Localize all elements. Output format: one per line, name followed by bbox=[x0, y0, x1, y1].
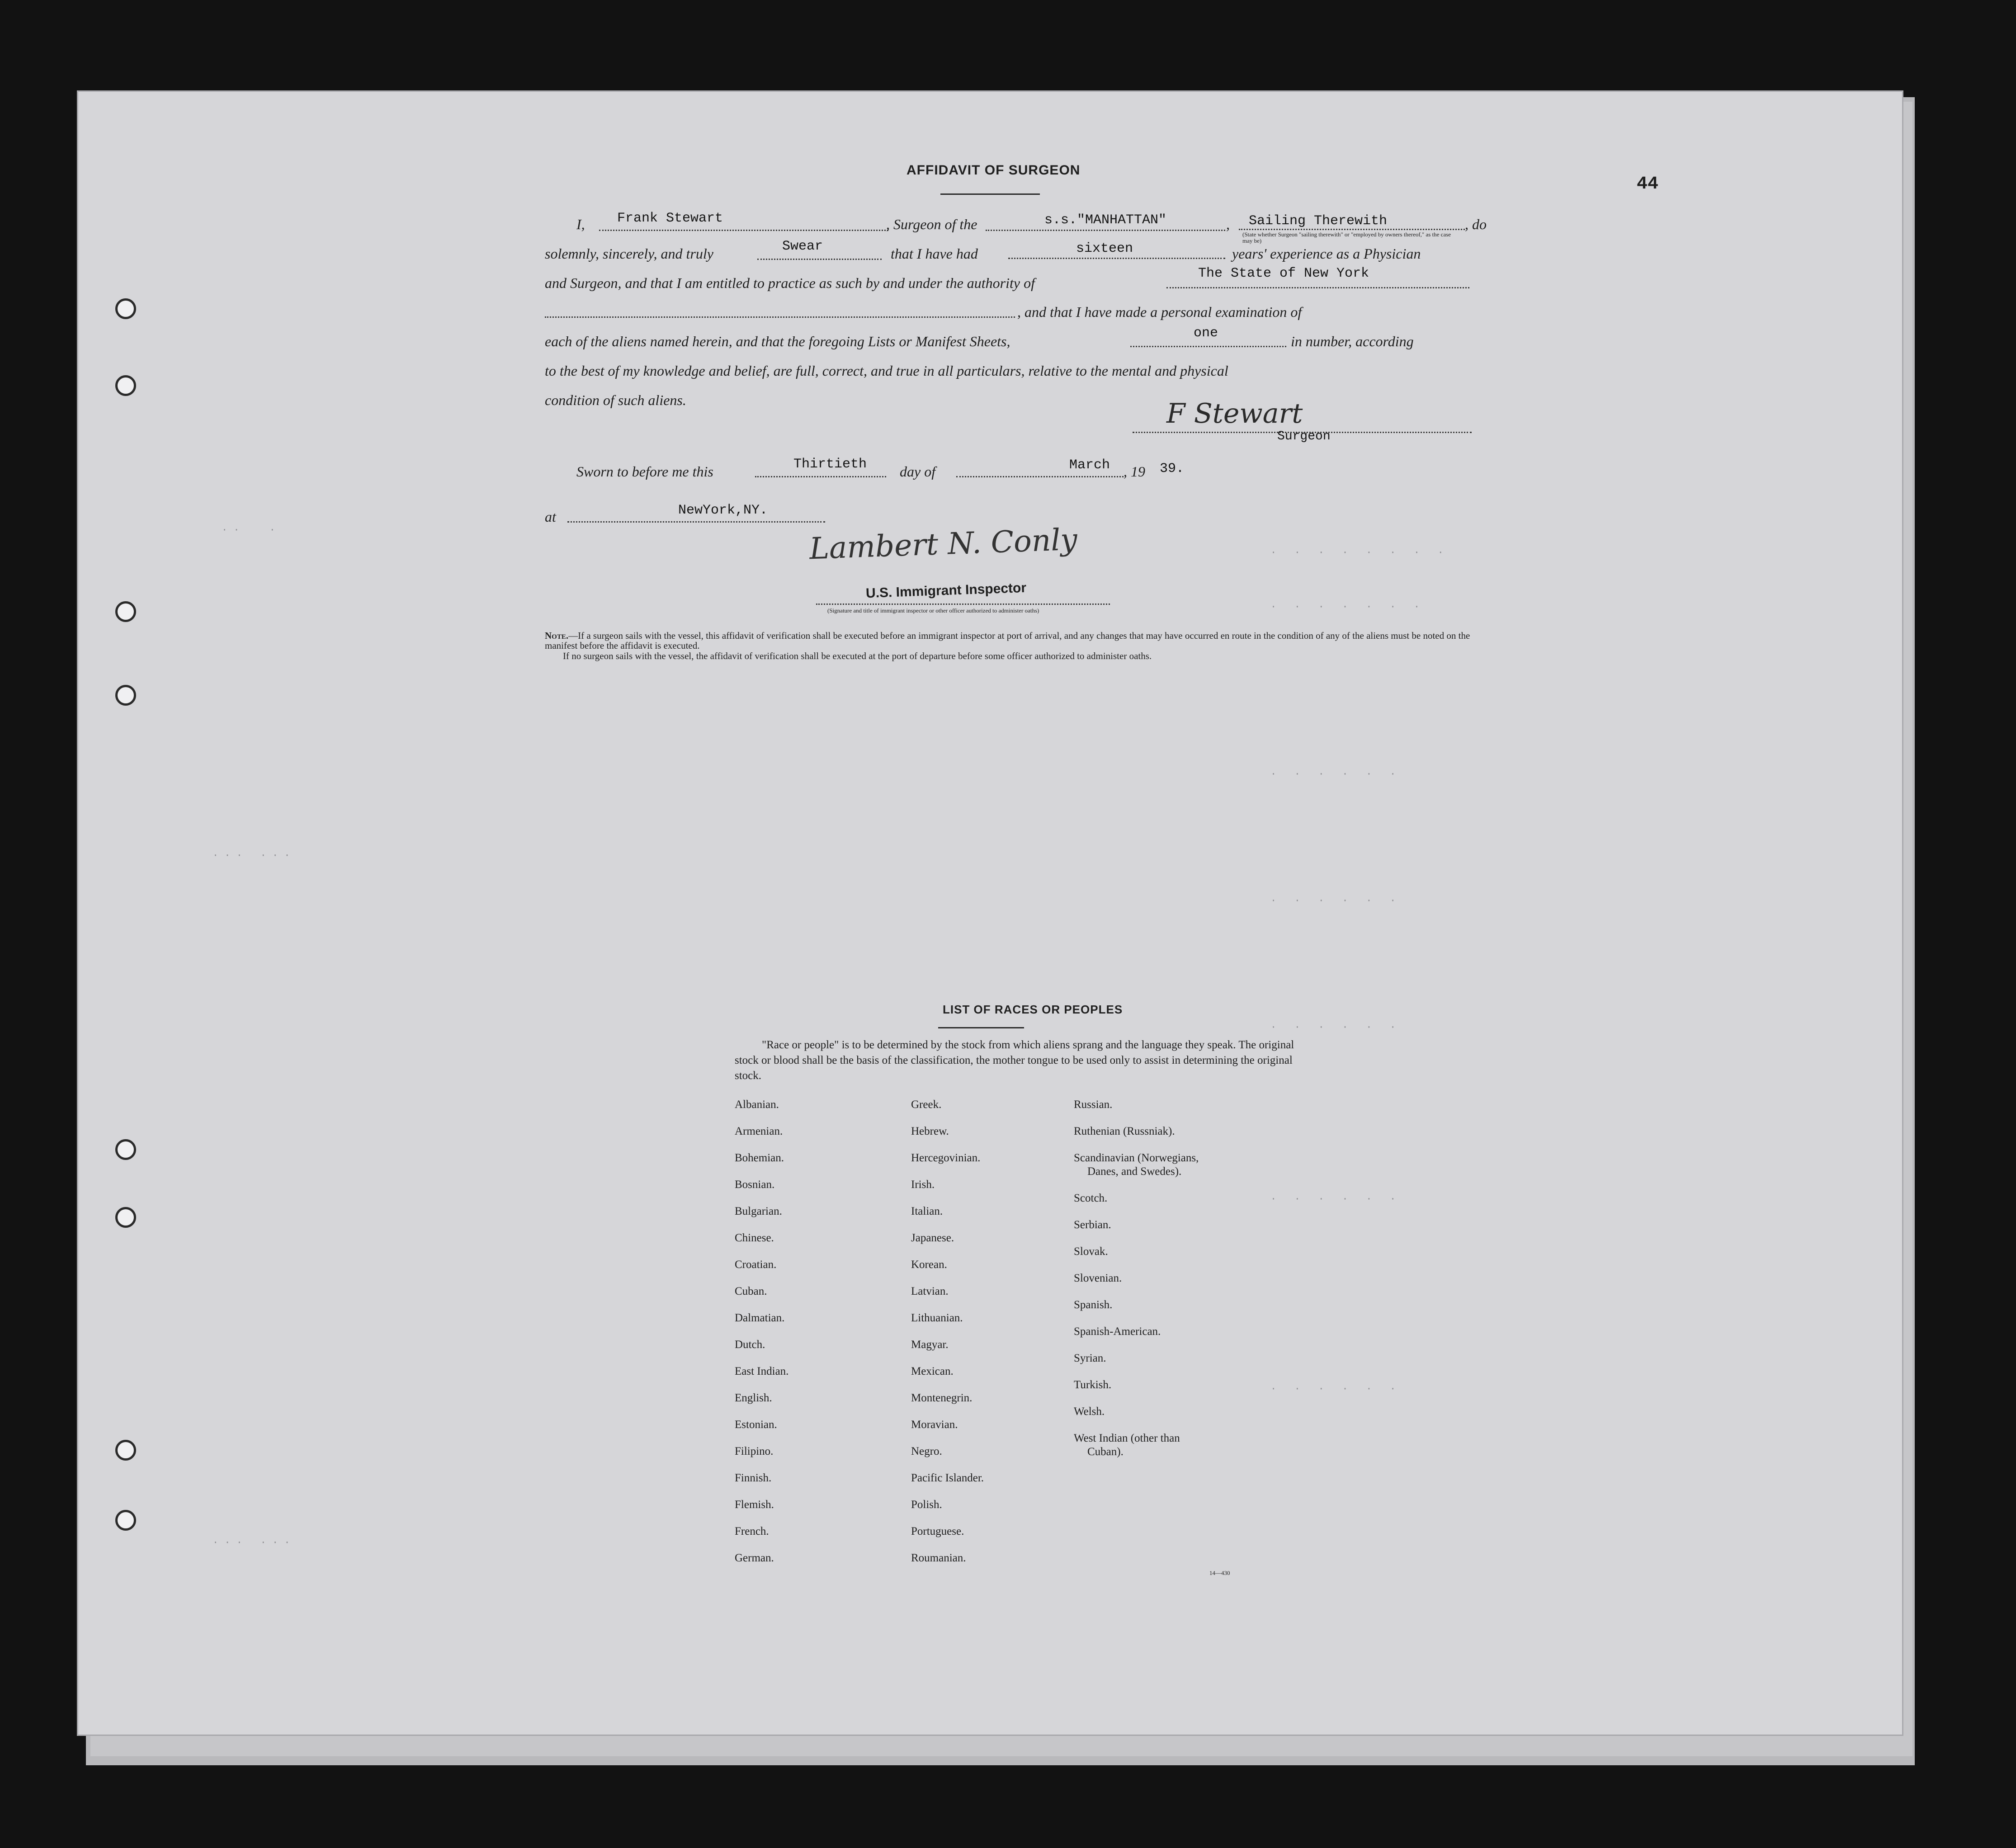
bleed-through-text: · · · · · · bbox=[212, 1537, 290, 1548]
race-item: Chinese. bbox=[735, 1232, 774, 1244]
surgeon-relation: Sailing Therewith bbox=[1249, 213, 1388, 229]
bleed-through-text: · · · · · · bbox=[212, 850, 290, 861]
signature-line bbox=[816, 603, 1110, 605]
binder-hole bbox=[115, 298, 136, 319]
inspector-title: U.S. Immigrant Inspector bbox=[865, 580, 1027, 601]
race-item: Bohemian. bbox=[735, 1152, 784, 1164]
blank-line bbox=[567, 521, 825, 523]
bleed-through-text: · · · · · · bbox=[1270, 1022, 1396, 1033]
blank-line bbox=[1239, 229, 1465, 230]
race-item: East Indian. bbox=[735, 1365, 789, 1377]
race-item: Slovak. bbox=[1074, 1245, 1108, 1258]
races-column-1 bbox=[735, 1098, 788, 1579]
race-item: French. bbox=[735, 1525, 769, 1537]
race-item: Slovenian. bbox=[1074, 1272, 1122, 1284]
surgeon-label: Surgeon bbox=[1277, 429, 1331, 443]
inspector-signature: Lambert N. Conly bbox=[808, 522, 1078, 566]
race-item: Spanish-American. bbox=[1074, 1325, 1161, 1338]
race-item: Dutch. bbox=[735, 1339, 765, 1351]
bleed-through-text: · · · · · · bbox=[1270, 768, 1396, 780]
race-item: Portuguese. bbox=[911, 1525, 964, 1537]
race-item: Lithuanian. bbox=[911, 1312, 963, 1324]
blank-line bbox=[1130, 346, 1286, 347]
blank-line bbox=[1166, 287, 1469, 288]
blank-line bbox=[757, 259, 882, 260]
race-item: Italian. bbox=[911, 1205, 943, 1217]
race-item: Irish. bbox=[911, 1179, 935, 1191]
sheet-count: one bbox=[1194, 325, 1218, 341]
affidavit-text: years' experience as a Physician bbox=[1232, 245, 1421, 262]
affidavit-text: day of bbox=[900, 463, 936, 480]
race-item: English. bbox=[735, 1392, 772, 1404]
affidavit-text: to the best of my knowledge and belief, are full, correct, and true in all particulars, relative to the mental and physical bbox=[545, 363, 1228, 379]
blank-line bbox=[1008, 258, 1225, 259]
surgeon-signature: F Stewart bbox=[1166, 398, 1303, 429]
races-intro: "Race or people" is to be determined by the stock from which aliens sprang and the language they speak. The original stock or blood shall be the basis of the classification, the mother tongue to be used only to assist in determining the original stock. bbox=[735, 1039, 1294, 1082]
race-item: Serbian. bbox=[1074, 1219, 1111, 1231]
affidavit-text: solemnly, sincerely, and truly bbox=[545, 245, 713, 262]
affidavit-text: , and that I have made a personal examination of bbox=[1017, 304, 1302, 320]
race-item: Ruthenian (Russniak). bbox=[1074, 1125, 1175, 1137]
race-item: Hebrew. bbox=[911, 1125, 949, 1137]
sworn-month: March bbox=[1069, 457, 1110, 473]
licensing-authority: The State of New York bbox=[1198, 266, 1369, 281]
page-number: 44 bbox=[1637, 174, 1659, 194]
race-item: Bosnian. bbox=[735, 1179, 775, 1191]
affidavit-title: AFFIDAVIT OF SURGEON bbox=[906, 163, 1081, 178]
races-column-3 bbox=[1074, 1098, 1199, 1472]
race-item: Roumanian. bbox=[911, 1552, 966, 1564]
races-title-underline bbox=[938, 1027, 1024, 1028]
race-item: Flemish. bbox=[735, 1499, 774, 1511]
bleed-through-text: · · · · · · bbox=[1270, 895, 1396, 906]
race-item: Finnish. bbox=[735, 1472, 772, 1484]
blank-line bbox=[956, 476, 1124, 477]
affidavit-text: that I have had bbox=[891, 245, 978, 262]
race-item: German. bbox=[735, 1552, 774, 1564]
vessel-name: s.s."MANHATTAN" bbox=[1044, 212, 1167, 228]
race-item: Latvian. bbox=[911, 1285, 949, 1297]
title-underline bbox=[940, 193, 1040, 195]
binder-hole bbox=[115, 1440, 136, 1461]
relation-note: (State whether Surgeon "sailing therewith" or "employed by owners thereof," as the case may be) bbox=[1242, 231, 1451, 244]
race-item: Bulgarian. bbox=[735, 1205, 782, 1217]
blank-line bbox=[599, 230, 888, 231]
race-item: Pacific Islander. bbox=[911, 1472, 984, 1484]
race-item: Korean. bbox=[911, 1259, 947, 1271]
affidavit-text: at bbox=[545, 509, 556, 525]
race-item: Scandinavian (Norwegians, bbox=[1074, 1152, 1199, 1164]
note-label: Note. bbox=[545, 630, 569, 641]
race-item: Dalmatian. bbox=[735, 1312, 785, 1324]
affidavit-text: , 19 bbox=[1124, 463, 1145, 480]
race-item: Estonian. bbox=[735, 1419, 777, 1431]
race-item: Montenegrin. bbox=[911, 1392, 973, 1404]
oath-word: Swear bbox=[782, 239, 823, 254]
binder-hole bbox=[115, 1510, 136, 1531]
affidavit-text: , Surgeon of the bbox=[886, 216, 977, 232]
affidavit-text: each of the aliens named herein, and that the foregoing Lists or Manifest Sheets, bbox=[545, 333, 1010, 349]
note-text: —If a surgeon sails with the vessel, this affidavit of verification shall be executed before an immigrant inspector at port of arrival, and any changes that may have occurred en route in the condition of any of the aliens must be noted on the manifest before the affidavit is executed. bbox=[545, 630, 1470, 651]
race-item: Polish. bbox=[911, 1499, 942, 1511]
race-item: Russian. bbox=[1074, 1098, 1113, 1111]
race-item: Mexican. bbox=[911, 1365, 954, 1377]
binder-hole bbox=[115, 1139, 136, 1160]
race-item: Magyar. bbox=[911, 1339, 949, 1351]
races-column-2 bbox=[911, 1098, 984, 1579]
race-item: Hercegovinian. bbox=[911, 1152, 981, 1164]
bleed-through-text: · · · bbox=[222, 524, 275, 536]
blank-line bbox=[545, 316, 1015, 318]
race-item: Danes, and Swedes). bbox=[1087, 1165, 1182, 1178]
blank-line bbox=[986, 230, 1225, 231]
inspector-note: (Signature and title of immigrant inspector or other officer authorized to administer oaths) bbox=[827, 607, 1039, 614]
race-item: Scotch. bbox=[1074, 1192, 1108, 1204]
blank-line bbox=[755, 476, 886, 477]
race-item: Japanese. bbox=[911, 1232, 954, 1244]
affidavit-text: , do bbox=[1465, 216, 1487, 232]
affidavit-text: condition of such aliens. bbox=[545, 392, 686, 408]
race-item: West Indian (other than bbox=[1074, 1432, 1180, 1444]
affidavit-text: Sworn to before me this bbox=[576, 463, 713, 480]
race-item: Greek. bbox=[911, 1098, 942, 1111]
binder-hole bbox=[115, 685, 136, 706]
binder-hole bbox=[115, 375, 136, 396]
bleed-through-text: · · · · · · bbox=[1270, 1383, 1396, 1395]
affidavit-text: I, bbox=[576, 216, 585, 232]
note-text-2: If no surgeon sails with the vessel, the affidavit of verification shall be executed at the port of departure before some officer authorized to administer oaths. bbox=[563, 651, 1152, 661]
race-item: Welsh. bbox=[1074, 1405, 1105, 1418]
binder-hole bbox=[115, 1207, 136, 1228]
years-experience: sixteen bbox=[1076, 241, 1133, 256]
races-title: LIST OF RACES OR PEOPLES bbox=[943, 1003, 1123, 1016]
race-item: Croatian. bbox=[735, 1259, 777, 1271]
race-item: Filipino. bbox=[735, 1445, 774, 1457]
race-item: Armenian. bbox=[735, 1125, 783, 1137]
race-item: Negro. bbox=[911, 1445, 942, 1457]
race-item: Moravian. bbox=[911, 1419, 958, 1431]
affidavit-text: , bbox=[1226, 216, 1230, 232]
bleed-through-text: · · · · · · bbox=[1270, 1193, 1396, 1205]
race-item: Albanian. bbox=[735, 1098, 779, 1111]
surgeon-name: Frank Stewart bbox=[617, 211, 723, 226]
sworn-day: Thirtieth bbox=[793, 457, 867, 472]
manifest-page bbox=[77, 90, 1903, 1736]
bleed-through-text: · · · · · · · · bbox=[1270, 547, 1444, 558]
sworn-place: NewYork,NY. bbox=[678, 503, 768, 518]
race-item: Syrian. bbox=[1074, 1352, 1106, 1364]
form-number: 14—430 bbox=[1209, 1570, 1230, 1576]
affidavit-note bbox=[545, 631, 1472, 651]
affidavit-text: in number, according bbox=[1291, 333, 1414, 349]
race-item: Spanish. bbox=[1074, 1299, 1113, 1311]
affidavit-text: and Surgeon, and that I am entitled to practice as such by and under the authority of bbox=[545, 275, 1035, 291]
bleed-through-text: · · · · · · · bbox=[1270, 601, 1420, 613]
race-item: Cuban). bbox=[1087, 1446, 1124, 1458]
sworn-year: 39. bbox=[1160, 461, 1185, 476]
race-item: Turkish. bbox=[1074, 1379, 1112, 1391]
race-item: Cuban. bbox=[735, 1285, 767, 1297]
binder-hole bbox=[115, 601, 136, 622]
